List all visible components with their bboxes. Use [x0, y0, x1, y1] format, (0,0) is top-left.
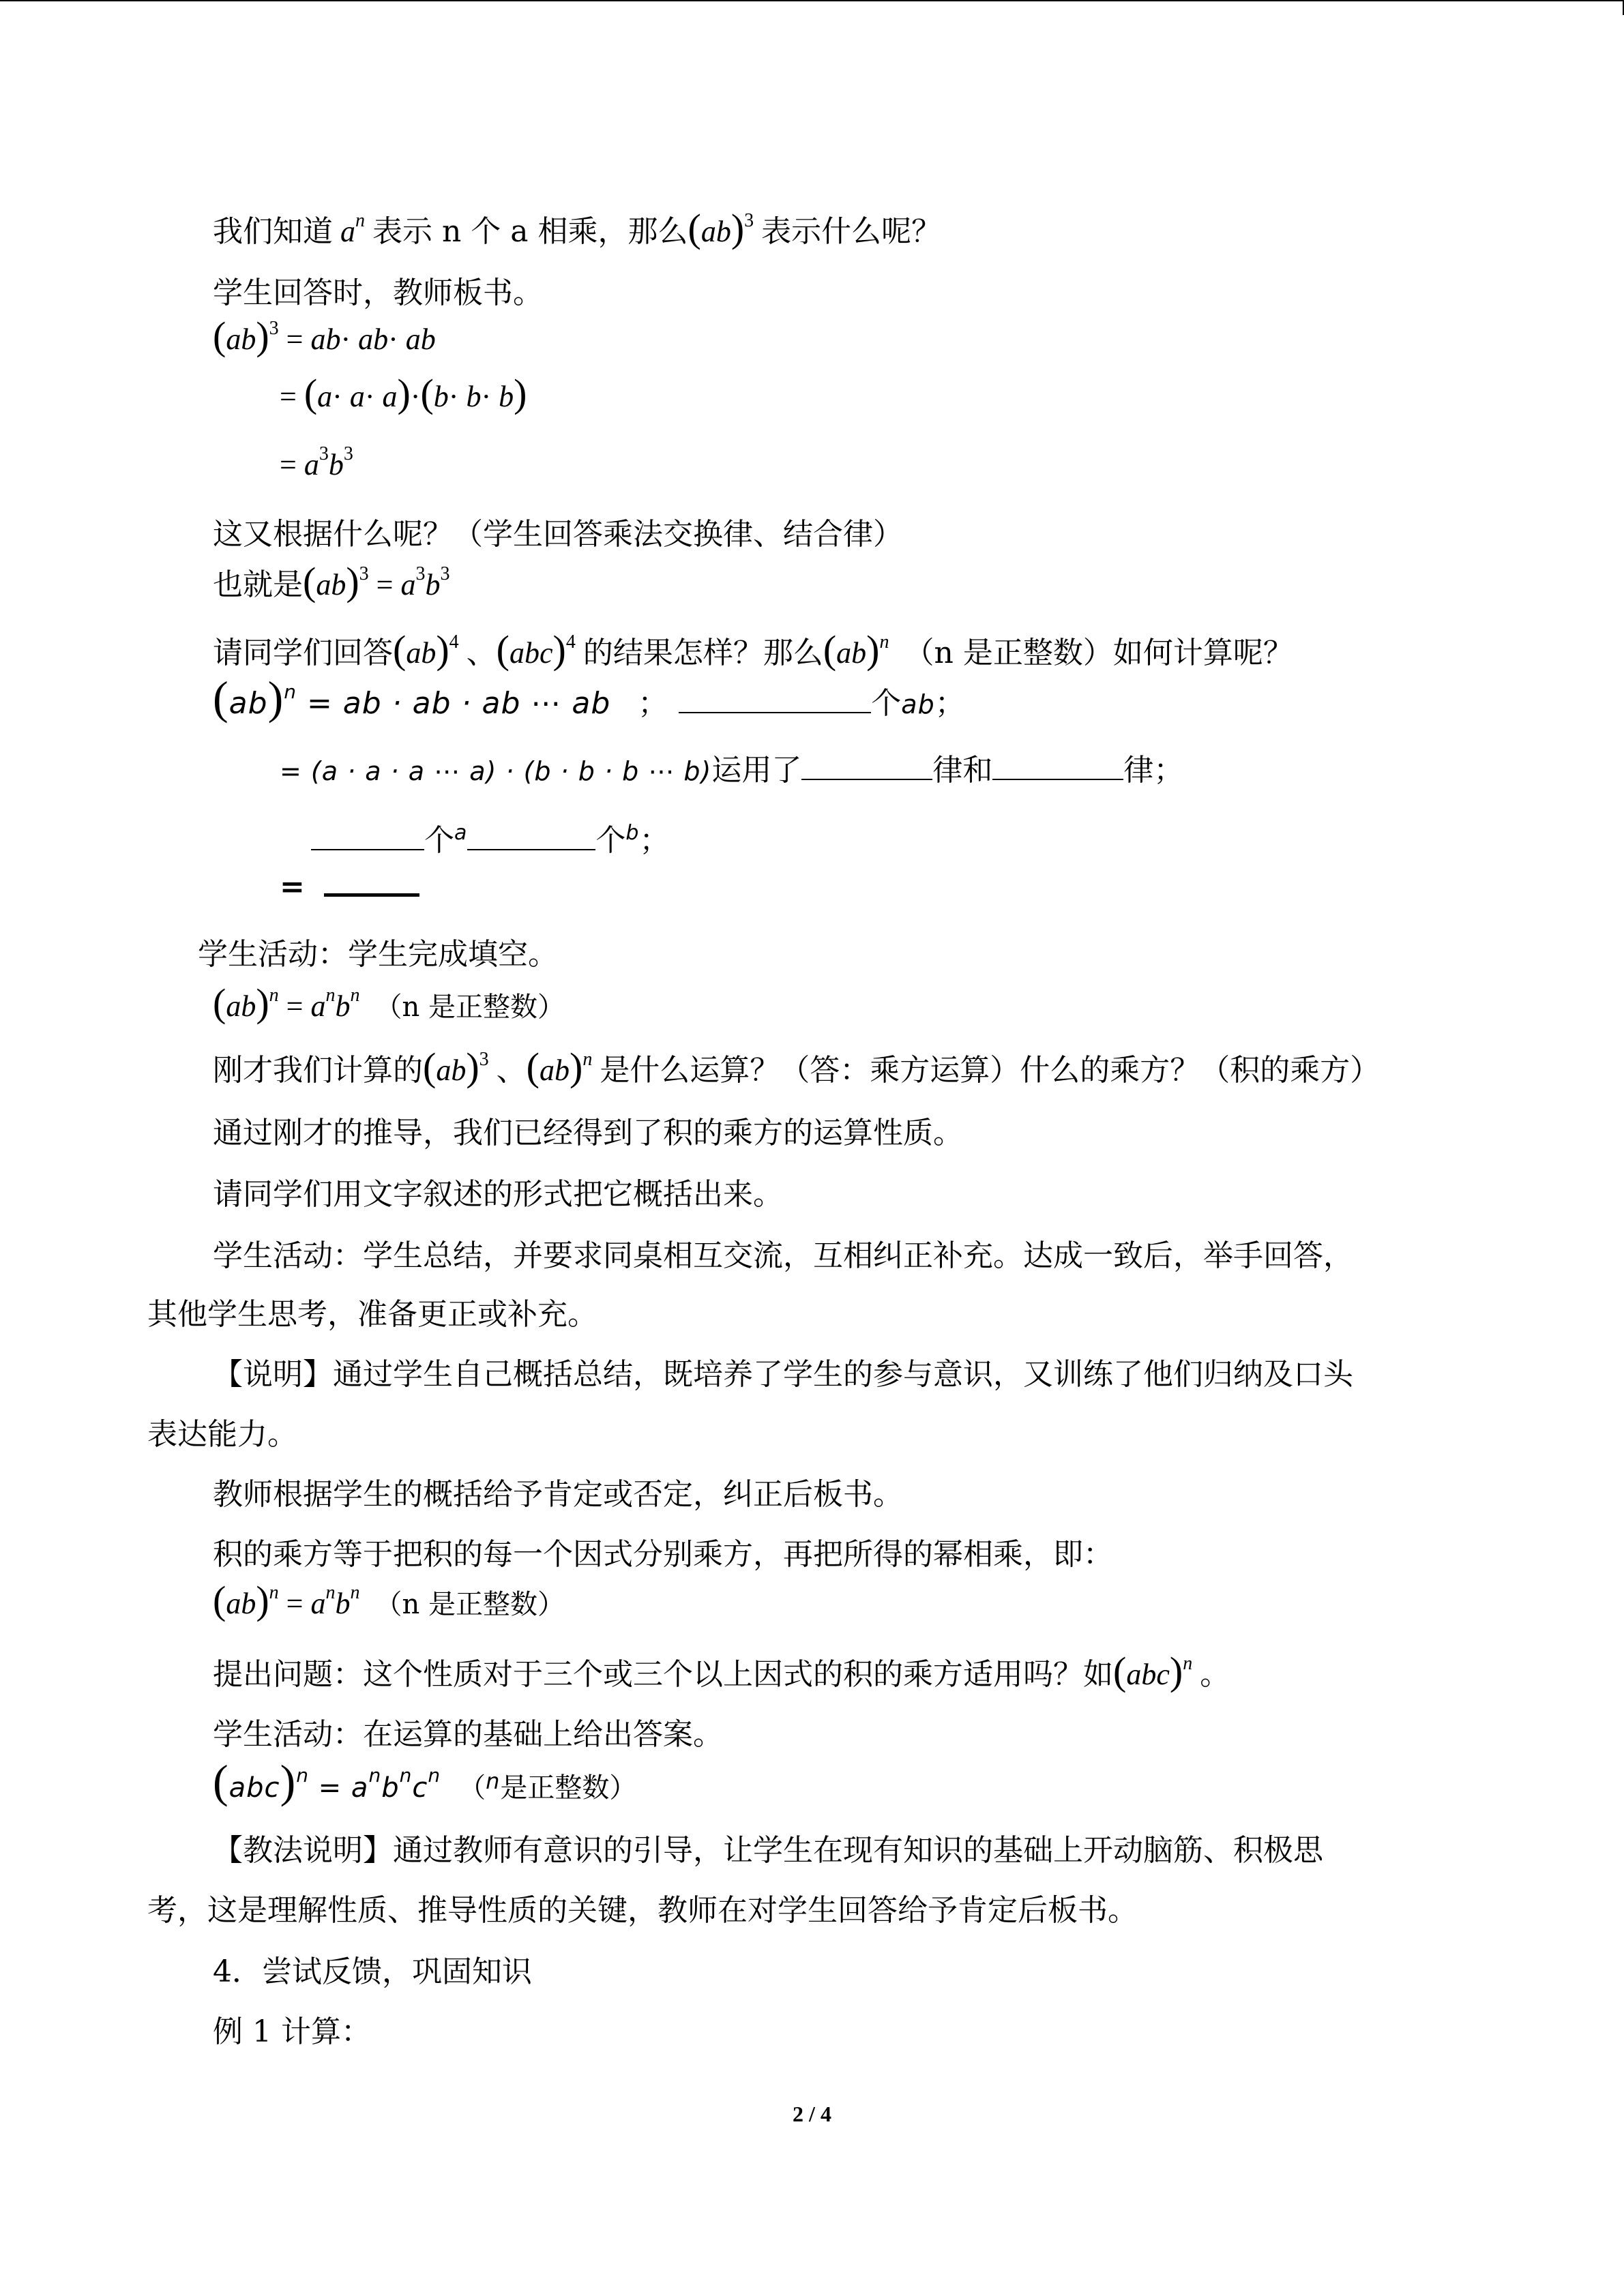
handwritten-ab: ab [901, 689, 935, 719]
section-heading-feedback: 4．尝试反馈，巩固知识 [213, 1954, 532, 1989]
line-student-activity-2-cont: 其他学生思考，准备更正或补充。 [147, 1297, 597, 1332]
line-ask-students: 请同学们回答(ab)$^4$ 、(abc)$^4$ 的结果怎样？那么(ab)$^n$ （n 是正整数）如何计算呢？ [213, 627, 1293, 672]
formula-abc-4: (abc)$^4$ [496, 627, 576, 672]
line-rule-in-words: 积的乘方等于把积的每一个因式分别乘方，再把所得的幂相乘，即： [213, 1537, 1113, 1572]
line-rule-1: $(ab)^n = a^nb^n$ （n 是正整数） [213, 981, 565, 1025]
line-rule-2: $(ab)^n = a^nb^n$ （n 是正整数） [213, 1578, 565, 1622]
handwritten-formula-abc-n: $(abc)^n = a^nb^nc^n$ [213, 1755, 441, 1807]
blank-law-2[interactable] [992, 750, 1123, 780]
page-number: 2 / 4 [793, 2102, 831, 2126]
blank-law-1[interactable] [801, 750, 932, 780]
line-teacher-affirms: 教师根据学生的概括给予肯定或否定，纠正后板书。 [213, 1477, 903, 1512]
formula-derivation-3: = $a^3b^3$ [280, 443, 353, 481]
line-explanation-cont: 表达能力。 [147, 1417, 297, 1452]
formula-ab-4: (ab)$^4$ [393, 627, 459, 672]
blank-count-ab[interactable] [679, 683, 871, 713]
handwritten-a: a [454, 821, 468, 845]
formula-product-power-rule: $(ab)^n = a^nb^n$ [213, 981, 360, 1025]
line-board-writing: 学生回答时，教师板书。 [213, 275, 543, 310]
line-method-explanation: 【教法说明】通过教师有意识的引导，让学生在现有知识的基础上开动脑筋、积极思 [213, 1833, 1323, 1868]
line-raise-question: 提出问题：这个性质对于三个或三个以上因式的积的乘方适用吗？如(abc)$^n$ 。 [213, 1649, 1230, 1693]
blank-result[interactable] [324, 863, 419, 897]
line-fill-3: 个$^a$ 个$^b$； [311, 811, 669, 855]
formula-ab-cubed: (ab)$^3$ [688, 206, 754, 250]
line-fill-1: (ab)$^n$ = ab · ab · ab ⋯ ab ； 个ab； [213, 672, 965, 724]
line-summarize-in-words: 请同学们用文字叙述的形式把它概括出来。 [213, 1177, 783, 1212]
line-derived-property: 通过刚才的推导，我们已经得到了积的乘方的运算性质。 [213, 1116, 963, 1150]
formula-product-power-rule-2: $(ab)^n = a^nb^n$ [213, 1578, 360, 1622]
formula-ab-nb: (ab)$^n$ [526, 1045, 593, 1089]
line-rule-3: $(abc)^n = a^nb^nc^n$ （$^n$是正整数） [213, 1755, 637, 1807]
formula-a-n: $a^n$ [333, 210, 365, 248]
line-explanation: 【说明】通过学生自己概括总结，既培养了学生的参与意识，又训练了他们归纳及口头 [213, 1357, 1353, 1392]
handwritten-formula-ab-n-product: (ab)$^n$ = ab · ab · ab ⋯ ab [213, 672, 611, 724]
example-1-label: 例 1 计算： [213, 2014, 371, 2049]
top-border-line [0, 0, 1624, 1]
formula-abc-n: (abc)$^n$ [1113, 1649, 1193, 1693]
formula-derivation-2: = (a· a· a)·(b· b· b) [280, 371, 527, 415]
handwritten-n: n [486, 1768, 501, 1794]
handwritten-b: b [625, 821, 640, 845]
formula-ab-n: (ab)$^n$ [823, 627, 889, 672]
blank-count-b[interactable] [467, 820, 595, 850]
line-basis-question: 这又根据什么呢？（学生回答乘法交换律、结合律） [213, 517, 903, 552]
formula-ab-3b: (ab)$^3$ [423, 1045, 489, 1089]
handwritten-formula-grouped: = (a · a · a ⋯ a) · (b · b · b ⋯ b) [280, 756, 712, 786]
blank-count-a[interactable] [311, 820, 424, 850]
line-what-operation: 刚才我们计算的(ab)$^3$ 、(ab)$^n$ 是什么运算？（答：乘方运算）什么的乘方？（积的乘方） [213, 1045, 1381, 1089]
line-student-activity-2: 学生活动：学生总结，并要求同桌相互交流，互相纠正补充。达成一致后，举手回答， [213, 1238, 1353, 1273]
line-that-is: 也就是$(ab)^3 = a^3b^3$ [213, 559, 450, 603]
line-student-activity-1: 学生活动：学生完成填空。 [198, 937, 558, 972]
line-question-power: 我们知道 $a^n$ 表示 n 个 a 相乘，那么(ab)$^3$ 表示什么呢？ [213, 206, 942, 250]
line-fill-4: = [280, 863, 419, 907]
line-student-activity-3: 学生活动：在运算的基础上给出答案。 [213, 1717, 723, 1752]
formula-ab3-eq-a3b3: $(ab)^3 = a^3b^3$ [303, 559, 450, 603]
line-method-explanation-cont: 考，这是理解性质、推导性质的关键，教师在对学生回答给予肯定后板书。 [147, 1893, 1138, 1928]
formula-derivation-1: (ab)$^3$ = ab· ab· ab [213, 314, 436, 358]
line-fill-2: = (a · a · a ⋯ a) · (b · b · b ⋯ b)运用了 律和 律； [280, 749, 1183, 792]
